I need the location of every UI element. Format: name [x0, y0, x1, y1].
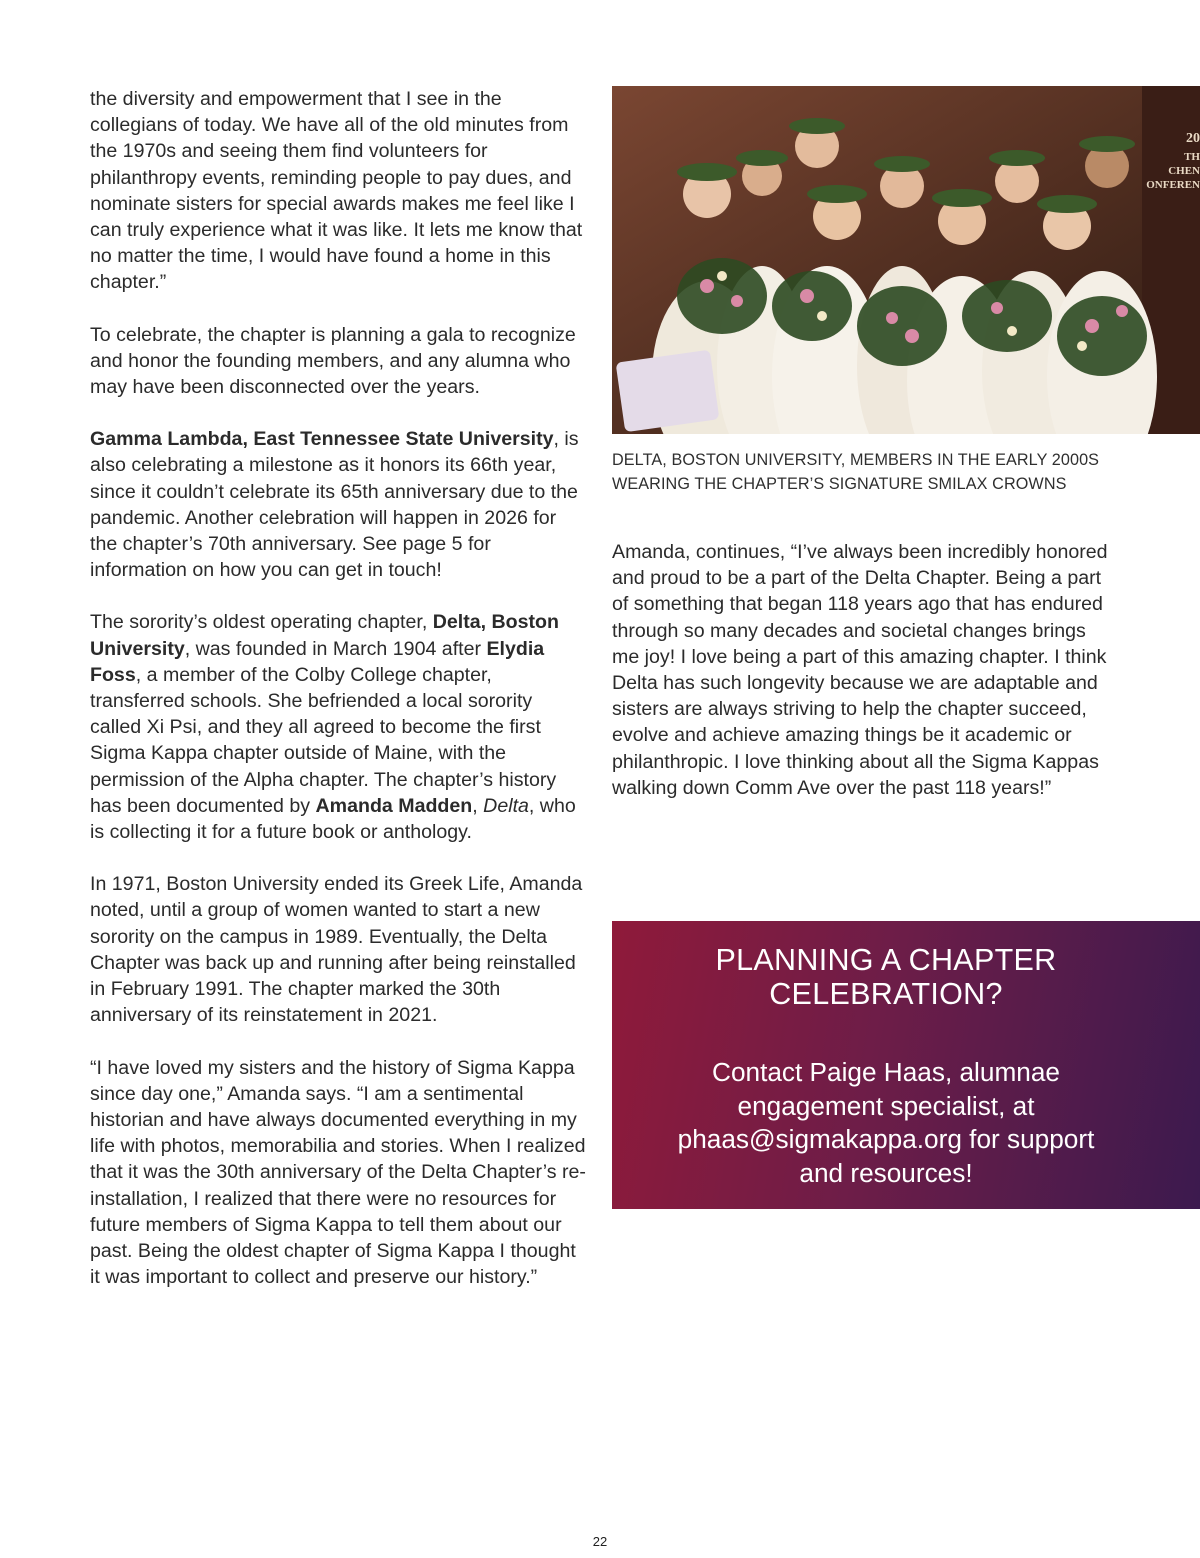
- chapter-members-photo: [612, 86, 1200, 434]
- sign-line: CHEN: [1168, 165, 1200, 177]
- paragraph-amanda-continues: Amanda, continues, “I’ve always been incredibly honored and proud to be a part of the Delta Chapter. Being a part of something that began 118 years ago that has endured through so many decades and societal changes brings me joy! I love being a part of this amazing chapter. I think Delta has such longevity because we are adaptable and sisters are always striving to help the chapter succeed, evolve and achieve amazing things be it academic or philanthropic. I love thinking about all the Sigma Kappas walking down Comm Ave over the past 118 years!”: [612, 541, 1108, 799]
- paragraph-amanda-quote: “I have loved my sisters and the history of Sigma Kappa since day one,” Amanda says. “I am a sentimental historian and have always documented everything in my life with photos, memorabilia and stories. When I realized that it was the 30th anniversary of the Delta Chapter’s re-installation, I realized that there were no resources for future members of Sigma Kappa to tell them about our past. Being the oldest chapter of Sigma Kappa I thought it was important to collect and preserve our history.”: [90, 1056, 586, 1289]
- chapter-italic-delta: Delta: [483, 794, 529, 817]
- paragraph-gala: To celebrate, the chapter is planning a gala to recognize and honor the founding members, and any alumna who may have been disconnected over the years.: [90, 323, 576, 399]
- chapter-name-delta: Delta, Boston University: [90, 611, 559, 660]
- person-name-amanda-madden: Amanda Madden: [315, 794, 473, 817]
- photo-illustration: [612, 86, 1200, 434]
- chapter-name-gamma-lambda: Gamma Lambda, East Tennessee State University: [90, 428, 554, 451]
- paragraph-diversity-quote: the diversity and empowerment that I see in the collegians of today. We have all of the old minutes from the 1970s and seeing them find volunteers for philanthropy events, reminding people to pay dues, and nominate sisters for special awards makes me feel like I can truly experience what it was like. It lets me know that no matter the time, I would have found a home in this chapter.”: [90, 88, 583, 294]
- right-article-column: [612, 539, 1112, 801]
- chapter-celebration-callout: [612, 921, 1200, 1209]
- callout-body: Contact Paige Haas, alumnae engagement specialist, at phaas@sigmakappa.org for support and resources!: [677, 1057, 1095, 1188]
- sign-line: 20: [1186, 131, 1200, 146]
- photo-caption: DELTA, BOSTON UNIVERSITY, MEMBERS IN THE EARLY 2000S WEARING THE CHAPTER’S SIGNATURE SMILAX CROWNS: [612, 451, 1100, 493]
- person-name-elydia-foss: Elydia Foss: [90, 637, 545, 686]
- paragraph-reinstatement: In 1971, Boston University ended its Greek Life, Amanda noted, until a group of women wanted to start a new sorority on the campus in 1989. Eventually, the Delta Chapter was back up and running after being reinstalled in February 1991. The chapter marked the 30th anniversary of its reinstatement in 2021.: [90, 873, 583, 1027]
- sign-line: TH: [1184, 151, 1200, 163]
- callout-title: PLANNING A CHAPTER CELEBRATION?: [715, 943, 1057, 1011]
- page-number: 22: [592, 1534, 608, 1549]
- paragraph-delta-history: The sorority’s oldest operating chapter, Delta, Boston University, was founded in March 1904 after Elydia Foss, a member of the Colby College chapter, transferred schools. She befriended a local sorority called Xi Psi, and they all agreed to become the first Sigma Kappa chapter outside of Maine, with the permission of the Alpha chapter. The chapter’s history has been documented by Amanda Madden, Delta, who is collecting it for a future book or anthology.: [90, 611, 576, 844]
- paragraph-gamma-lambda: Gamma Lambda, East Tennessee State University, is also celebrating a milestone as it honors its 66th year, since it couldn’t celebrate its 65th anniversary due to the pandemic. Another celebration will happen in 2026 for the chapter’s 70th anniversary. See page 5 for information on how you can get in touch!: [90, 428, 579, 582]
- left-article-column: [90, 86, 586, 1316]
- sign-line: ONFEREN: [1146, 179, 1200, 191]
